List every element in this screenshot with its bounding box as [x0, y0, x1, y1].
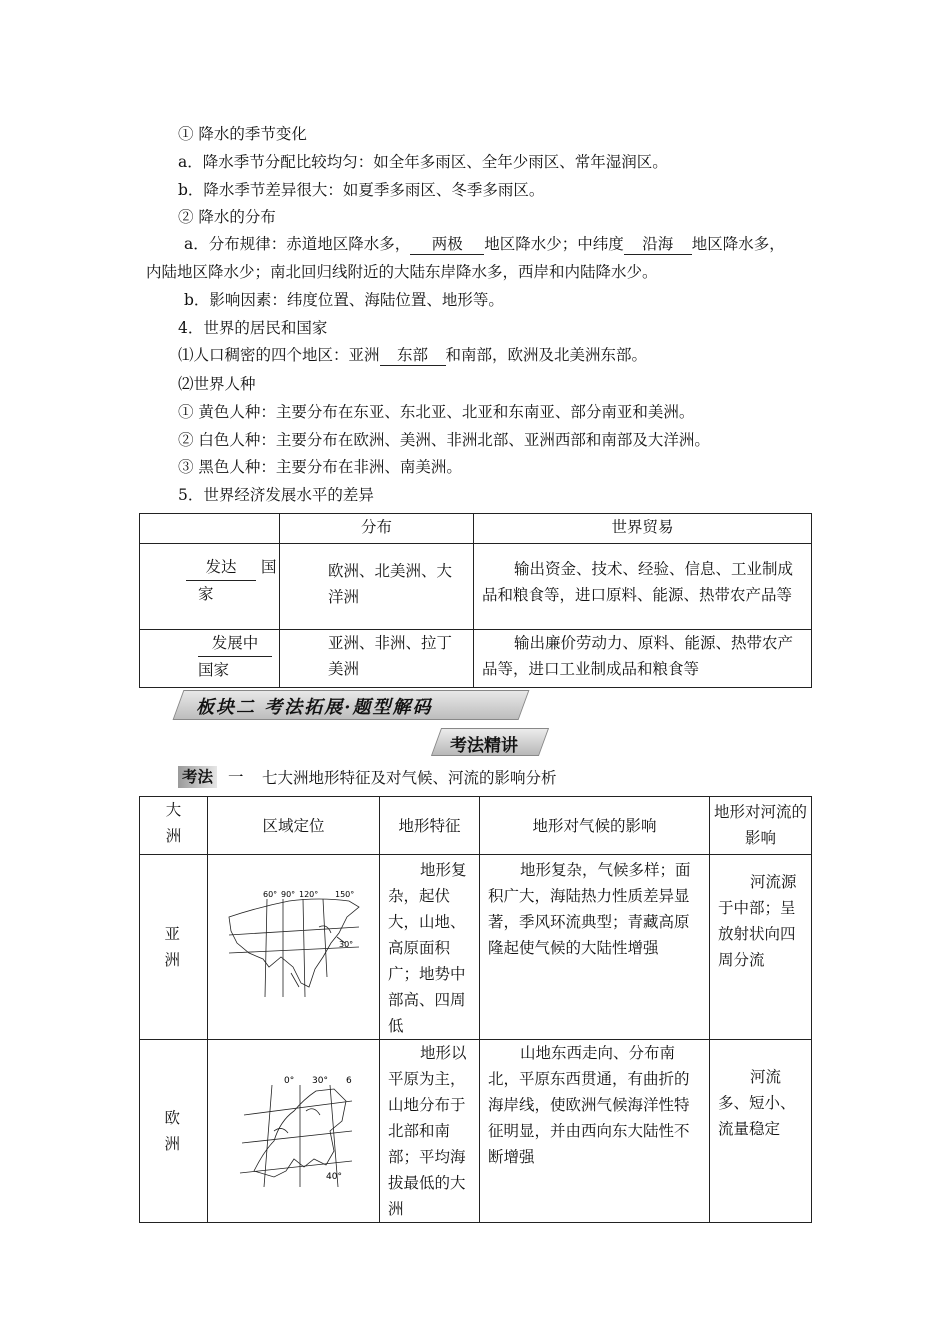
- map-label: 120°: [298, 890, 318, 899]
- cell-text: 输出廉价劳动力、原料、能源、热带农产品等，进口工业制成品和粮食等: [482, 634, 794, 678]
- text-line: 内陆地区降水少；南北回归线附近的大陆东岸降水多，西岸和内陆降水少。: [146, 263, 658, 281]
- table-cell: [474, 630, 812, 688]
- table-cell: [480, 855, 710, 1040]
- table-cell: [280, 544, 474, 630]
- map-label: 90°: [280, 890, 295, 899]
- text-span: ⑴人口稠密的四个地区：亚洲: [178, 346, 380, 364]
- cell-text: 山地东西走向、分布南北，平原东西贯通，有曲折的海岸线，使欧洲气候海洋性特征明显，并由西向东大陆性不断增强: [488, 1044, 690, 1166]
- sub-banner-title: 考法精讲: [450, 736, 518, 756]
- text-line: [178, 345, 647, 366]
- text-span: 国: [260, 558, 277, 576]
- map-label: 150°: [334, 890, 354, 899]
- cell-text: 河流多、短小、流量稳定: [718, 1068, 796, 1138]
- table-cell: [140, 855, 208, 1040]
- map-label: 6: [345, 1076, 352, 1086]
- sub-banner: [436, 728, 544, 756]
- table-cell: [208, 855, 380, 1040]
- text-line: a．降水季节分配比较均匀：如全年多雨区、全年少雨区、常年湿润区。: [178, 153, 668, 171]
- text-span: 地区降水少；中纬度: [484, 235, 624, 253]
- cell-text: 河流源于中部；呈放射状向四周分流: [718, 873, 797, 969]
- table-cell: [380, 1040, 480, 1223]
- continent-name: 亚洲: [164, 925, 181, 969]
- table-cell: [710, 1040, 812, 1223]
- economy-table: [139, 513, 812, 688]
- table-cell: [140, 1040, 208, 1223]
- text-line: ① 黄色人种：主要分布在东亚、东北亚、北亚和东南亚、部分南亚和美洲。: [178, 403, 695, 421]
- continent-name: 欧洲: [164, 1109, 181, 1153]
- header-cell: [140, 514, 280, 544]
- cell-text: 地形以平原为主，山地分布于北部和南部；平均海拔最低的大洲: [388, 1044, 467, 1218]
- header-cell: 分布: [280, 514, 474, 544]
- fill-blank: 沿海: [624, 234, 692, 255]
- table-cell: [280, 630, 474, 688]
- map-label: 0°: [283, 1076, 294, 1086]
- text-line: b．降水季节差异很大：如夏季多雨区、冬季多雨区。: [178, 181, 545, 199]
- text-line: [184, 234, 785, 255]
- kaofa-title: 七大洲地形特征及对气候、河流的影响分析: [262, 769, 557, 787]
- table-cell: [710, 855, 812, 1040]
- text-span: 地区降水多，: [691, 235, 785, 253]
- fill-blank: 两极: [410, 234, 484, 255]
- table-cell: [380, 855, 480, 1040]
- section-banner: [178, 690, 524, 720]
- text-line: 4．世界的居民和国家: [178, 319, 328, 337]
- header-cell: 大洲: [140, 797, 208, 855]
- text-line: ① 降水的季节变化: [178, 125, 307, 143]
- table-cell: [140, 544, 280, 630]
- terrain-table: [139, 796, 812, 1223]
- fill-blank: 发展中: [198, 630, 272, 657]
- map-label: 60°: [262, 890, 277, 899]
- cell-text: 亚洲、非洲、拉丁美洲: [328, 634, 453, 678]
- table-cell: [480, 1040, 710, 1223]
- table-cell: [140, 630, 280, 688]
- map-label: 30°: [311, 1076, 328, 1086]
- header-cell: 地形对气候的影响: [480, 797, 710, 855]
- text-span: 家: [198, 585, 214, 603]
- cell-text: 输出资金、技术、经验、信息、工业制成品和粮食等，进口原料、能源、热带农产品等: [482, 560, 794, 604]
- header-cell: 地形对河流的影响: [710, 797, 812, 855]
- fill-blank: 发达: [186, 554, 256, 581]
- map-label: 40°: [325, 1172, 342, 1182]
- fill-blank: 东部: [380, 345, 446, 366]
- cell-text: 欧洲、北美洲、大洋洲: [328, 562, 453, 606]
- text-line: ② 降水的分布: [178, 208, 276, 226]
- cell-text: 地形复杂，起伏大，山地、高原面积广；地势中部高、四周低: [388, 861, 467, 1035]
- text-line: 5．世界经济发展水平的差异: [178, 486, 374, 504]
- header-cell: 世界贸易: [474, 514, 812, 544]
- map-label: 30°: [338, 940, 353, 949]
- asia-map-image: [219, 887, 369, 1007]
- text-span: a．分布规律：赤道地区降水多，: [184, 235, 411, 253]
- text-span: 国家: [198, 661, 230, 679]
- header-cell: 区域定位: [208, 797, 380, 855]
- banner-title: 板块二 考法拓展·题型解码: [196, 697, 433, 718]
- kaofa-tag: 考法: [178, 766, 217, 788]
- text-line: ③ 黑色人种：主要分布在非洲、南美洲。: [178, 458, 462, 476]
- text-line: ② 白色人种：主要分布在欧洲、美洲、非洲北部、亚洲西部和南部及大洋洲。: [178, 431, 710, 449]
- europe-map-image: [234, 1071, 354, 1191]
- text-line: ⑵世界人种: [178, 375, 256, 393]
- table-cell: [208, 1040, 380, 1223]
- kaofa-number: 一: [228, 768, 244, 786]
- header-cell: 地形特征: [380, 797, 480, 855]
- table-cell: [474, 544, 812, 630]
- text-span: 和南部，欧洲及北美洲东部。: [445, 346, 648, 364]
- text-line: b．影响因素：纬度位置、海陆位置、地形等。: [184, 291, 504, 309]
- cell-text: 地形复杂，气候多样；面积广大，海陆热力性质差异显著，季风环流典型；青藏高原隆起使气候的大陆性增强: [488, 861, 691, 957]
